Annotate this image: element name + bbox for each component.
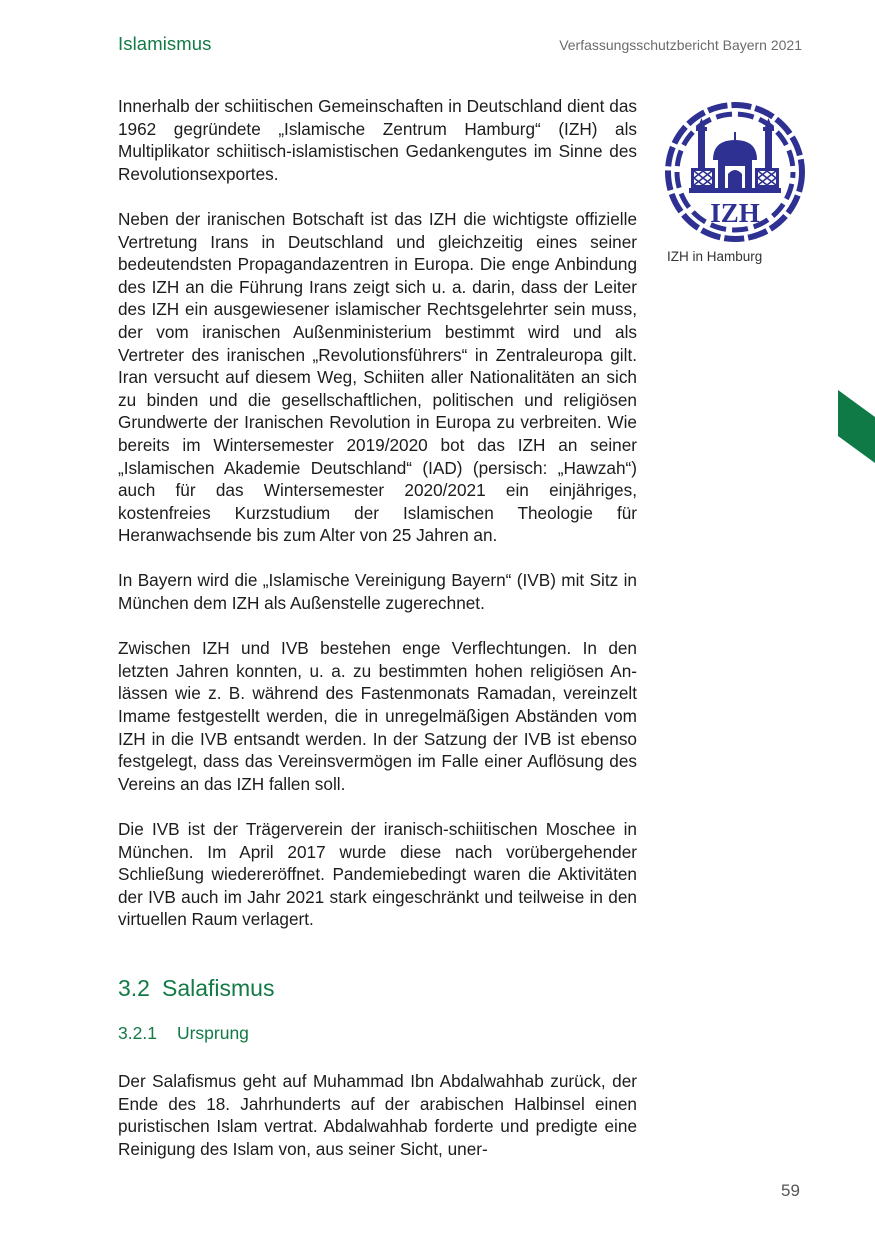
subsection-heading — [118, 1022, 637, 1044]
subsection-number: 3.2.1 — [118, 1022, 157, 1043]
figure-caption: IZH in Hamburg — [667, 249, 763, 264]
running-head-section: Islamismus — [118, 33, 212, 54]
paragraph: Innerhalb der schiitischen Gemeinschaften in Deutschland dient das 1962 gegründete „Islamische Zentrum Hamburg“ (IZH) als Multiplikator schiitisch-islamistischen Gedankengutes im Sinne des Revolutionsexportes. — [118, 96, 637, 184]
page-number: 59 — [781, 1181, 800, 1200]
paragraph: In Bayern wird die „Islamische Vereinigung Bayern“ (IVB) mit Sitz in München dem IZH als Außenstelle zugerechnet. — [118, 570, 637, 614]
izh-figure — [665, 102, 825, 264]
logo-text: IZH — [710, 198, 760, 228]
paragraph: Die IVB ist der Trägerverein der iranisch-schiitischen Moschee in München. Im April 2017 wurde diese nach vorübergehender Schließung wiedereröffnet. Pandemiebedingt waren die Aktivitäten der IVB auch im Jahr 2021 stark eingeschränkt und teilweise in den virtuellen Raum verlagert. — [118, 819, 637, 930]
paragraph: Neben der iranischen Botschaft ist das IZH die wichtigste offizielle Vertretung Irans in Deutschland und gleichzeitig eines seiner bedeutendsten Propagandazentren in Europa. Die enge Anbindung des IZH an die Führung Irans zeigt sich u. a. darin, dass der Leiter des IZH ein ausgewiesener islamischer Rechtsgelehrter sein muss, der vom iranischen Außenministerium bestimmt wird und als Vertreter des iranischen „Revolutionsführers“ in Zentraleuropa gilt. Iran versucht auf diesem Weg, Schiiten aller Nationalitäten an sich zu binden und die gesellschaftlichen, politischen und religiösen Grundwerte der Iranischen Revolution in Europa zu verbreiten. Wie bereits im Wintersemester 2019/2020 bot das IZH an seiner „Islamischen Akademie Deutschland“ (IAD) (persisch: „Hawzah“) auch für das Wintersemester 2020/2021 ein einjähriges, kostenfreies Kurzstudium der Islamischen Theologie für Heranwachsende bis zum Alter von 25 Jahren an. — [118, 208, 637, 546]
paragraph: Der Salafismus geht auf Muhammad Ibn Abdalwahhab zurück, der Ende des 18. Jahrhunderts auf der arabischen Halbinsel einen puristischen Islam vertrat. Abdalwahhab forderte und predigte eine Reinigung des Islam von, aus seiner Sicht, uner- — [118, 1070, 637, 1159]
paragraph: Zwischen IZH und IVB bestehen enge Verflechtungen. In den letzten Jahren konnten, u. a. zu bestimmten hohen religiösen Anlässen wie z. B. während des Fastenmonats Ramadan, vereinzelt Imame festgestellt werden, die in unregelmäßigen Abständen vom IZH in die IVB entsandt werden. In der Satzung der IVB ist ebenso festgelegt, dass das Vereinsvermögen im Falle einer Auflösung des Vereins an das IZH fallen soll. — [118, 638, 637, 794]
section-heading — [118, 974, 637, 1002]
main-text-column — [118, 95, 637, 1183]
izh-logo-icon — [665, 102, 805, 242]
section-number: 3.2 — [118, 974, 150, 1001]
running-head-publication: Verfassungsschutzbericht Bayern 2021 — [559, 37, 802, 53]
chapter-tab-marker — [838, 390, 875, 463]
subsection-title: Ursprung — [176, 1022, 249, 1043]
section-title: Salafismus — [161, 974, 275, 1001]
